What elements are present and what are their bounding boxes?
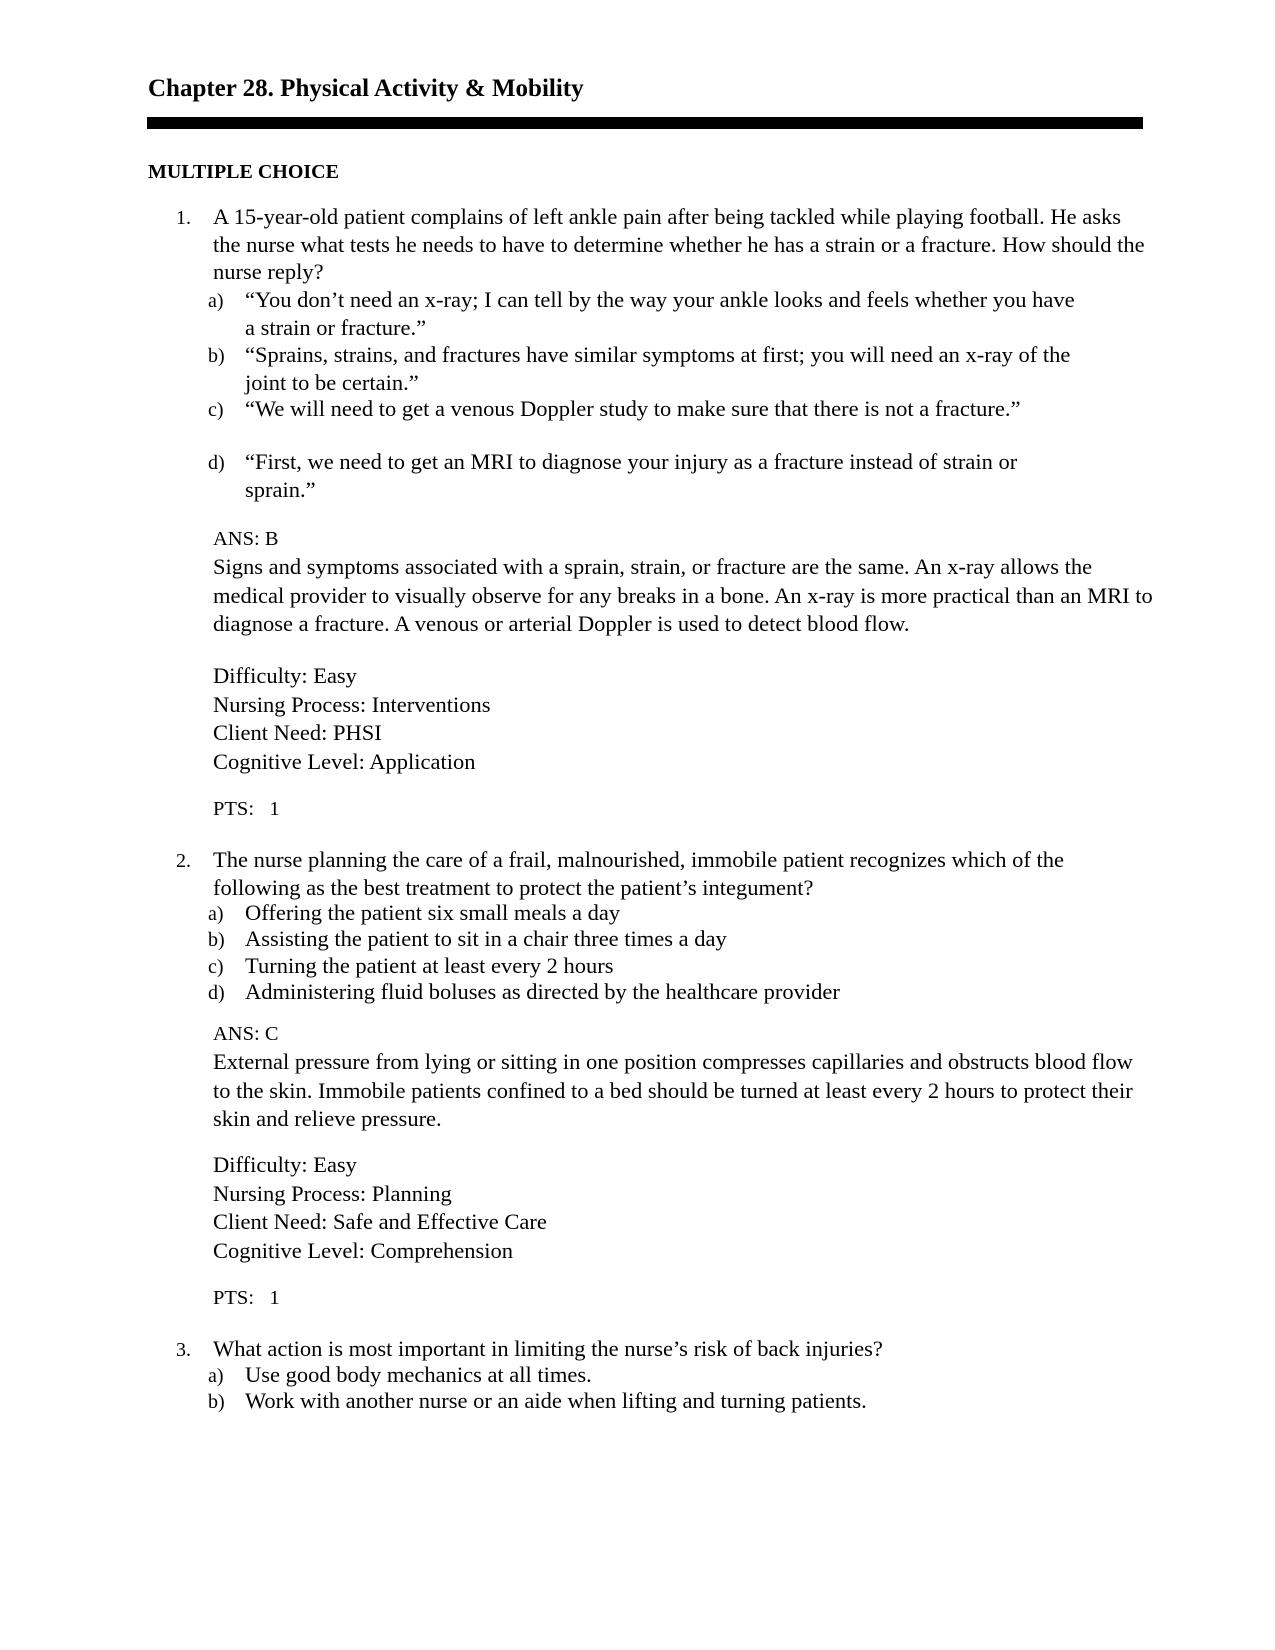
option-text: Use good body mechanics at all times. [245, 1362, 592, 1387]
answer-block [213, 1021, 1153, 1134]
nursing-process: Nursing Process: Interventions [213, 691, 491, 717]
client-need: Client Need: PHSI [213, 720, 382, 745]
option-letter: a) [208, 903, 224, 925]
answer-rationale: External pressure from lying or sitting in one position compresses capillaries and obstructs blood flow to the skin. Immobile patients confined to a bed should be turned at least every 2 hours to protect their skin and relieve pressure. [213, 1049, 1133, 1131]
question-number: 2. [176, 850, 191, 872]
question-metadata [213, 1151, 1113, 1265]
difficulty: Difficulty: Easy [213, 663, 357, 688]
section-title: MULTIPLE CHOICE [148, 161, 339, 183]
option-text: “You don’t need an x-ray; I can tell by the way your ankle looks and feels whether you have a strain or fracture.” [245, 287, 1075, 340]
option-text: Administering fluid boluses as directed by the healthcare provider [245, 979, 840, 1004]
option-text: Turning the patient at least every 2 hours [245, 953, 614, 978]
chapter-title: Chapter 28. Physical Activity & Mobility [148, 75, 584, 102]
nursing-process: Nursing Process: Planning [213, 1180, 452, 1206]
points: PTS: 1 [213, 1287, 280, 1309]
question-number: 3. [176, 1339, 191, 1361]
difficulty: Difficulty: Easy [213, 1152, 357, 1177]
option-letter: c) [208, 956, 224, 978]
option-letter: b) [208, 929, 225, 951]
cognitive-level: Cognitive Level: Application [213, 748, 476, 774]
option-letter: a) [208, 1365, 224, 1387]
header-rule [147, 117, 1143, 129]
option-text: Assisting the patient to sit in a chair three times a day [245, 926, 727, 951]
option-letter: c) [208, 399, 224, 421]
answer-key: ANS: C [213, 1023, 279, 1045]
option-text: “First, we need to get an MRI to diagnose your injury as a fracture instead of strain or sprain.” [245, 449, 1018, 502]
points: PTS: 1 [213, 798, 280, 820]
answer-block [213, 526, 1153, 639]
question-number: 1. [176, 207, 191, 229]
option-letter: b) [208, 345, 225, 367]
option-text: “We will need to get a venous Doppler study to make sure that there is not a fracture.” [245, 396, 1021, 421]
answer-key: ANS: B [213, 528, 279, 550]
option-text: “Sprains, strains, and fractures have similar symptoms at first; you will need an x-ray of the joint to be certain.” [245, 342, 1071, 395]
question-metadata [213, 662, 1113, 776]
option-letter: a) [208, 290, 224, 312]
option-letter: b) [208, 1391, 225, 1413]
option-text: Work with another nurse or an aide when lifting and turning patients. [245, 1388, 867, 1413]
option-letter: d) [208, 452, 225, 474]
question-stem: What action is most important in limiting the nurse’s risk of back injuries? [213, 1336, 883, 1361]
cognitive-level: Cognitive Level: Comprehension [213, 1237, 513, 1263]
option-text: Offering the patient six small meals a day [245, 900, 621, 925]
question-stem: The nurse planning the care of a frail, malnourished, immobile patient recognizes which of the following as the best treatment to protect the patient’s integument? [213, 847, 1064, 900]
question-stem: A 15-year-old patient complains of left ankle pain after being tackled while playing football. He asks the nurse what tests he needs to have to determine whether he has a strain or a fracture. How should the nurse reply? [213, 204, 1145, 284]
answer-rationale: Signs and symptoms associated with a sprain, strain, or fracture are the same. An x-ray allows the medical provider to visually observe for any breaks in a bone. An x-ray is more practical than an MRI to diagnose a fracture. A venous or arterial Doppler is used to detect blood flow. [213, 554, 1153, 636]
client-need: Client Need: Safe and Effective Care [213, 1209, 547, 1234]
option-letter: d) [208, 982, 225, 1004]
